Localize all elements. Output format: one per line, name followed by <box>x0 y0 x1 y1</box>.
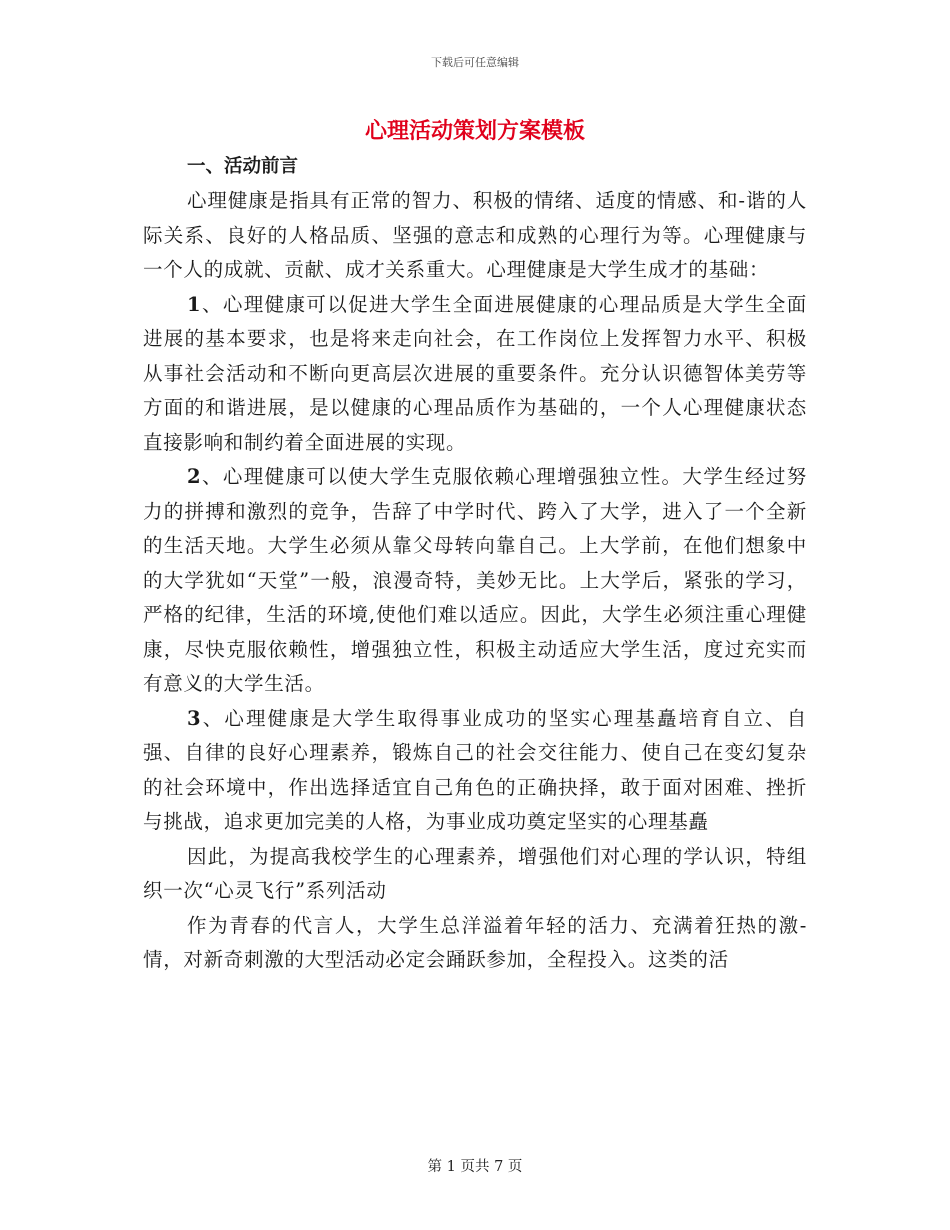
header-note: 下载后可任意编辑 <box>431 56 519 69</box>
paragraph-text: 因此，为提高我校学生的心理素养，增强他们对心理的学认识，特组织一次“心灵飞行”系列活动 <box>143 844 807 902</box>
page-number: 第 1 页共 7 页 <box>427 1159 523 1175</box>
paragraph-text: 作为青春的代言人，大学生总洋溢着年轻的活力、充满着狂热的激-情，对新奇刺激的大型活动必定会踊跃参加，全程投入。这类的活 <box>143 913 807 971</box>
paragraph-number: 2 <box>187 465 202 488</box>
paragraph-point-2 <box>143 460 807 702</box>
paragraph-text: 、心理健康可以使大学生克服依赖心理增强独立性。大学生经过努力的拼搏和激烈的竞争，告辞了中学时代、跨入了大学，进入了一个全新的生活天地。大学生必须从靠父母转向靠自己。上大学前，在他们想象中的大学犹如“天堂”一般，浪漫奇特，美妙无比。上大学后，紧张的学习，严格的纪律，生活的环境,使他们难以适应。因此，大学生必须注重心理健康，尽快克服依赖性，增强独立性，积极主动适应大学生活，度过充实而有意义的大学生活。 <box>143 465 807 695</box>
paragraph-intro <box>143 184 807 288</box>
paragraph-text: 、心理健康可以促进大学生全面进展健康的心理品质是大学生全面进展的基本要求，也是将来走向社会，在工作岗位上发挥智力水平、积极从事社会活动和不断向更高层次进展的重要条件。充分认识德智体美劳等方面的和谐进展，是以健康的心理品质作为基础的，一个人心理健康状态直接影响和制约着全面进展的实现。 <box>143 292 807 454</box>
document-body <box>143 150 807 978</box>
paragraph-point-1 <box>143 288 807 461</box>
paragraph-point-3 <box>143 702 807 840</box>
paragraph-background <box>143 909 807 978</box>
paragraph-number: 3 <box>187 706 202 730</box>
section-heading: 一、活动前言 <box>187 156 299 177</box>
document-title: 心理活动策划方案模板 <box>364 118 585 144</box>
paragraph-text: 心理健康是指具有正常的智力、积极的情绪、适度的情感、和-谐的人际关系、良好的人格品质、坚强的意志和成熟的心理行为等。心理健康与一个人的成就、贡献、成才关系重大。心理健康是大学生成才的基础： <box>143 189 807 281</box>
paragraph-text: 、心理健康是大学生取得事业成功的坚实心理基矗培育自立、自强、自律的良好心理素养，锻炼自己的社会交往能力、使自己在变幻复杂的社会环境中，作出选择适宜自己角色的正确抉择，敢于面对困难、挫折与挑战，追求更加完美的人格，为事业成功奠定坚实的心理基矗 <box>143 706 807 833</box>
paragraph-number: 1 <box>187 292 202 316</box>
paragraph-purpose <box>143 840 807 909</box>
